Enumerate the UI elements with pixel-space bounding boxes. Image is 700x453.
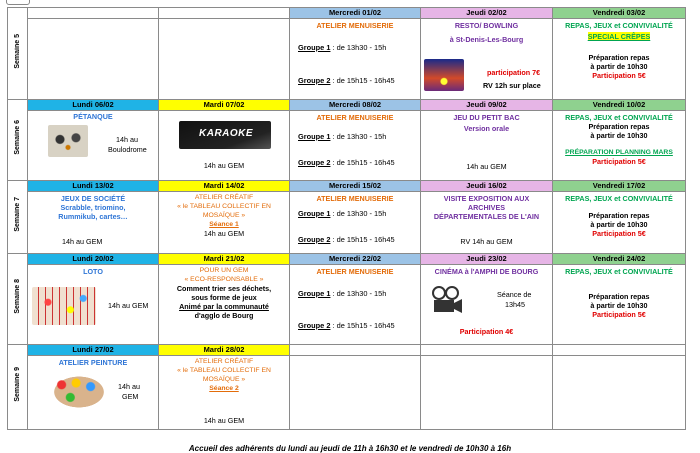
group-label: Groupe 1 — [298, 132, 331, 141]
description-line: d'agglo de Bourg — [194, 311, 254, 320]
activity-place: à St-Denis-Les-Bourg — [449, 35, 524, 44]
week-label: Semaine 7 — [14, 197, 21, 232]
activity-title: ATELIER CRÉATIF — [194, 194, 254, 201]
activity-cell-loto — [28, 265, 159, 345]
group-label: Groupe 2 — [298, 321, 331, 330]
activity-title: REPAS, JEUX et CONVIVIALITÉ — [565, 267, 673, 276]
price: participation 7€ — [487, 68, 541, 77]
week-9-body-row — [8, 356, 686, 430]
empty-header — [290, 345, 421, 356]
group-label: Groupe 2 — [298, 235, 331, 244]
activity-cell-menuiserie — [290, 192, 421, 254]
group-label: Groupe 2 — [298, 158, 331, 167]
activity-cell-repas — [553, 265, 686, 345]
activity-subtitle: « ECO-RESPONSABLE » — [184, 276, 264, 283]
day-header: Mardi 21/02 — [203, 254, 245, 263]
film-camera-icon — [429, 285, 465, 319]
activity-subtitle: DÉPARTEMENTALES DE L'AIN — [433, 212, 540, 221]
day-header: Mercredi 08/02 — [328, 100, 382, 109]
description-line: Comment trier ses déchets, — [176, 284, 272, 293]
activity-title: RESTO/ BOWLING — [454, 21, 519, 30]
group-time: : de 15h15 - 16h45 — [332, 158, 395, 167]
seance-label: Séance 2 — [209, 385, 239, 392]
karaoke-image — [179, 121, 271, 149]
week-8-label-cell — [8, 254, 28, 345]
empty-header — [28, 8, 159, 19]
week-9-label-cell — [8, 345, 28, 430]
prep-line: à partir de 10h30 — [590, 131, 648, 140]
activity-cell-menuiserie — [290, 265, 421, 345]
day-header: Lundi 13/02 — [72, 181, 114, 190]
opening-hours-footer: Accueil des adhérents du lundi au jeudi de 11h à 16h30 et le vendredi de 10h30 à 16h — [188, 444, 512, 453]
activity-title: LOTO — [83, 267, 103, 276]
planning-note: PRÉPARATION PLANNING MARS — [565, 149, 673, 156]
group-label: Groupe 1 — [298, 43, 331, 52]
cinema-image — [429, 285, 465, 319]
prep-line: Préparation repas — [588, 122, 650, 131]
price: Participation 5€ — [592, 310, 646, 319]
activity-cell-menuiserie — [290, 111, 421, 181]
activity-title: PÉTANQUE — [73, 112, 113, 121]
group-time: : de 13h30 - 15h — [332, 132, 387, 141]
activity-cell-menuiserie — [290, 19, 421, 100]
activity-title: ATELIER PEINTURE — [58, 358, 128, 367]
description-line: sous forme de jeux — [191, 293, 257, 302]
group-time: : de 13h30 - 15h — [332, 289, 387, 298]
week-7-label-cell — [8, 181, 28, 254]
activity-cell-archives — [421, 192, 553, 254]
time-line: 14h au GEM — [203, 161, 245, 170]
day-header: Vendredi 17/02 — [592, 181, 646, 190]
activity-cell-eco-gem — [159, 265, 290, 345]
group-time: : de 13h30 - 15h — [332, 209, 387, 218]
bowling-image — [424, 59, 464, 91]
price: Participation 5€ — [592, 229, 646, 238]
day-header: Jeudi 09/02 — [466, 100, 507, 109]
day-header: Lundi 27/02 — [72, 345, 114, 354]
time-line: 14h au GEM — [203, 416, 245, 425]
time-line: 14h au GEM — [466, 162, 507, 171]
top-tab-marker — [6, 0, 30, 5]
activity-cell-repas — [553, 192, 686, 254]
day-header: Vendredi 10/02 — [592, 100, 646, 109]
day-header: Mardi 14/02 — [203, 181, 245, 190]
prep-line: Préparation repas — [588, 211, 650, 220]
rendezvous: RV 12h sur place — [483, 81, 541, 90]
activity-title: CINÉMA à l'AMPHI DE BOURG — [434, 267, 539, 276]
group-time: : de 15h15 - 16h45 — [332, 76, 395, 85]
day-header: Mercredi 01/02 — [328, 8, 382, 17]
day-header: Jeudi 16/02 — [466, 181, 507, 190]
activity-title: REPAS, JEUX et CONVIVIALITÉ — [565, 194, 673, 203]
empty-header — [159, 8, 290, 19]
group-time: : de 15h15 - 16h45 — [332, 321, 395, 330]
loto-image — [32, 287, 96, 325]
week-6-body-row — [8, 111, 686, 181]
week-7-body-row — [8, 192, 686, 254]
activity-title: ATELIER MENUISERIE — [316, 267, 394, 276]
day-header: Vendredi 24/02 — [592, 254, 646, 263]
time-line: 14h au — [116, 135, 138, 144]
activity-cell-karaoke — [159, 111, 290, 181]
activity-subtitle: Version orale — [463, 124, 510, 133]
day-header: Vendredi 03/02 — [592, 8, 646, 17]
group-time: : de 13h30 - 15h — [332, 43, 387, 52]
activity-cell-repas — [553, 19, 686, 100]
seance-label: Séance 1 — [209, 221, 239, 228]
week-7-header-row — [8, 181, 686, 192]
activity-subtitle: « le TABLEAU COLLECTIF EN — [177, 203, 271, 210]
activity-cell-peinture — [28, 356, 159, 430]
activity-title: JEU DU PETIT BAC — [453, 113, 520, 122]
group-2-line — [298, 235, 395, 244]
prep-line: Préparation repas — [588, 292, 650, 301]
activity-title: ATELIER CRÉATIF — [194, 358, 254, 365]
week-5-label-cell — [8, 8, 28, 100]
empty-cell — [28, 19, 159, 100]
week-5-header-row — [8, 8, 686, 19]
group-2-line — [298, 158, 395, 167]
day-header: Mardi 28/02 — [203, 345, 245, 354]
activity-subtitle: « le TABLEAU COLLECTIF EN — [177, 367, 271, 374]
time-line: 14h au GEM — [62, 237, 103, 246]
activity-subtitle: MOSAÏQUE » — [202, 212, 246, 219]
empty-cell — [290, 356, 421, 430]
empty-cell — [159, 19, 290, 100]
empty-cell — [421, 356, 553, 430]
week-5-body-row — [8, 19, 686, 100]
group-2-line — [298, 76, 395, 85]
activity-subtitle: Rummikub, cartes… — [58, 212, 128, 221]
description-line: Animé par la communauté — [179, 302, 269, 311]
special-label: SPECIAL CRÊPES — [587, 32, 651, 41]
activity-title: VISITE EXPOSITION AUX — [443, 194, 530, 203]
empty-header — [421, 345, 553, 356]
activity-cell-atelier-creatif — [159, 192, 290, 254]
day-header: Mardi 07/02 — [203, 100, 245, 109]
activity-cell-bowling — [421, 19, 553, 100]
group-time: : de 15h15 - 16h45 — [332, 235, 395, 244]
karaoke-title: KARAOKE — [199, 128, 254, 139]
activity-title: JEUX DE SOCIÉTÉ — [60, 194, 126, 203]
week-9-header-row — [8, 345, 686, 356]
activity-title: ATELIER MENUISERIE — [316, 113, 394, 122]
activity-cell-repas — [553, 111, 686, 181]
group-label: Groupe 1 — [298, 289, 331, 298]
activity-title: ATELIER MENUISERIE — [316, 194, 394, 203]
prep-line: à partir de 10h30 — [590, 220, 648, 229]
painting-image — [50, 374, 108, 410]
activity-cell-atelier-creatif — [159, 356, 290, 430]
activity-title: POUR UN GEM — [199, 267, 249, 274]
activity-cell-petanque — [28, 111, 159, 181]
week-8-header-row — [8, 254, 686, 265]
day-header: Mercredi 22/02 — [328, 254, 382, 263]
empty-header — [553, 345, 686, 356]
week-label: Semaine 5 — [14, 33, 21, 69]
rendezvous: RV 14h au GEM — [460, 237, 513, 246]
prep-line: à partir de 10h30 — [590, 62, 648, 71]
activity-cell-petit-bac — [421, 111, 553, 181]
day-header: Jeudi 02/02 — [466, 8, 507, 17]
activity-subtitle: MOSAÏQUE » — [202, 376, 246, 383]
week-6-label-cell — [8, 100, 28, 181]
time-line: 14h au — [118, 382, 140, 391]
day-header: Mercredi 15/02 — [328, 181, 382, 190]
day-header: Lundi 06/02 — [72, 100, 114, 109]
week-label: Semaine 6 — [14, 120, 21, 155]
group-1-line — [298, 132, 386, 141]
time-line: Séance de — [497, 290, 532, 299]
petanque-image — [48, 125, 88, 157]
week-8-body-row — [8, 265, 686, 345]
activity-title: REPAS, JEUX et CONVIVIALITÉ — [565, 21, 673, 30]
activity-subtitle: Scrabble, triomino, — [60, 203, 126, 212]
day-header: Lundi 20/02 — [72, 254, 114, 263]
empty-cell — [553, 356, 686, 430]
week-label: Semaine 8 — [14, 279, 21, 314]
place-line: GEM — [122, 392, 139, 401]
group-label: Groupe 1 — [298, 209, 331, 218]
time-line: 14h au GEM — [203, 229, 245, 238]
group-1-line — [298, 209, 386, 218]
prep-line: à partir de 10h30 — [590, 301, 648, 310]
price: Participation 4€ — [459, 327, 514, 336]
group-1-line — [298, 43, 386, 52]
activity-subtitle: ARCHIVES — [467, 203, 506, 212]
activity-title: REPAS, JEUX et CONVIVIALITÉ — [565, 113, 673, 122]
price: Participation 5€ — [592, 157, 646, 166]
prep-line: Préparation repas — [588, 53, 650, 62]
activity-cell-cinema — [421, 265, 553, 345]
planning-table — [7, 7, 686, 430]
day-header: Jeudi 23/02 — [466, 254, 507, 263]
time-line: 14h au GEM — [108, 301, 149, 310]
group-label: Groupe 2 — [298, 76, 331, 85]
activity-title: ATELIER MENUISERIE — [316, 21, 394, 30]
week-label: Semaine 9 — [14, 367, 21, 402]
activity-cell-jeux-societe — [28, 192, 159, 254]
place-line: Boulodrome — [108, 145, 147, 154]
group-2-line — [298, 321, 395, 330]
price: Participation 5€ — [592, 71, 646, 80]
time-line: 13h45 — [505, 300, 525, 309]
week-6-header-row — [8, 100, 686, 111]
group-1-line — [298, 289, 386, 298]
